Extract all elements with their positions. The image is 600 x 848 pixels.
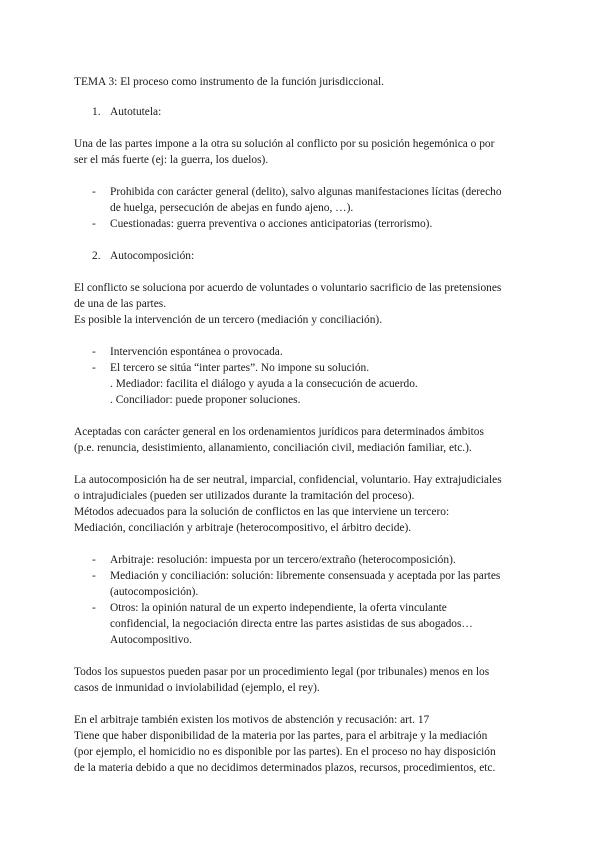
paragraph-line: Mediación, conciliación y arbitraje (heterocompositivo, el árbitro decide). [74,522,412,534]
paragraph-line: (por ejemplo, el homicidio no es disponible por las partes). En el proceso no hay disposición [74,746,496,758]
bullet-marker: - [92,554,96,566]
bullet-subline: . Conciliador: puede proponer soluciones. [110,394,301,406]
paragraph-line: de una de las partes. [74,298,167,310]
bullet-marker: - [92,346,96,358]
bullet-marker: - [92,362,96,374]
paragraph-line: Es posible la intervención de un tercero (mediación y conciliación). [74,314,383,326]
paragraph-line: (p.e. renuncia, desistimiento, allanamiento, conciliación civil, mediación familiar, etc.). [74,442,472,454]
paragraph-line: La autocomposición ha de ser neutral, imparcial, confidencial, voluntario. Hay extrajudiciales [74,474,502,486]
bullet-line: Intervención espontánea o provocada. [110,346,283,358]
paragraph-line: Aceptadas con carácter general en los ordenamientos jurídicos para determinados ámbitos [74,426,484,438]
paragraph-line: casos de inmunidad o inviolabilidad (ejemplo, el rey). [74,682,320,694]
bullet-line: El tercero se sitúa “inter partes”. No impone su solución. [110,362,370,374]
bullet-marker: - [92,186,96,198]
paragraph-line: ser el más fuerte (ej: la guerra, los duelos). [74,154,269,166]
paragraph-line: Una de las partes impone a la otra su solución al conflicto por su posición hegemónica o por [74,138,495,150]
section-heading: Autocomposición: [110,250,195,262]
bullet-marker: - [92,570,96,582]
paragraph-line: o intrajudiciales (pueden ser utilizados durante la tramitación del proceso). [74,490,415,502]
bullet-line: confidencial, la negociación directa entre las partes asistidas de sus abogados… [110,618,473,630]
paragraph-line: Métodos adecuados para la solución de conflictos en las que interviene un tercero: [74,506,450,518]
paragraph-line: de la materia debido a que no decidimos determinados plazos, recursos, procedimientos, etc. [74,762,496,774]
bullet-line: Autocompositivo. [110,634,192,646]
bullet-line: Prohibida con carácter general (delito), salvo algunas manifestaciones lícitas (derecho [110,186,502,198]
bullet-marker: - [92,218,96,230]
bullet-line: Mediación y conciliación: solución: libremente consensuada y aceptada por las partes [110,570,501,582]
bullet-subline: . Mediador: facilita el diálogo y ayuda a la consecución de acuerdo. [110,378,418,390]
section-heading: Autotutela: [110,106,162,118]
bullet-marker: - [92,602,96,614]
bullet-line: Arbitraje: resolución: impuesta por un tercero/extraño (heterocomposición). [110,554,456,566]
paragraph-line: Tiene que haber disponibilidad de la materia por las partes, para el arbitraje y la mediación [74,730,488,742]
paragraph-line: En el arbitraje también existen los motivos de abstención y recusación: art. 17 [74,714,430,726]
bullet-line: Cuestionadas: guerra preventiva o acciones anticipatorias (terrorismo). [110,218,433,230]
bullet-line: Otros: la opinión natural de un experto independiente, la oferta vinculante [110,602,447,614]
page-title: TEMA 3: El proceso como instrumento de la función jurisdiccional. [74,76,385,88]
bullet-line: de huelga, persecución de abejas en fundo ajeno, …). [110,202,354,214]
paragraph-line: El conflicto se soluciona por acuerdo de voluntades o voluntario sacrificio de las pretensiones [74,282,502,294]
section-number: 1. [92,106,101,118]
paragraph-line: Todos los supuestos pueden pasar por un procedimiento legal (por tribunales) menos en los [74,666,490,678]
section-number: 2. [92,250,101,262]
bullet-line: (autocomposición). [110,586,199,598]
